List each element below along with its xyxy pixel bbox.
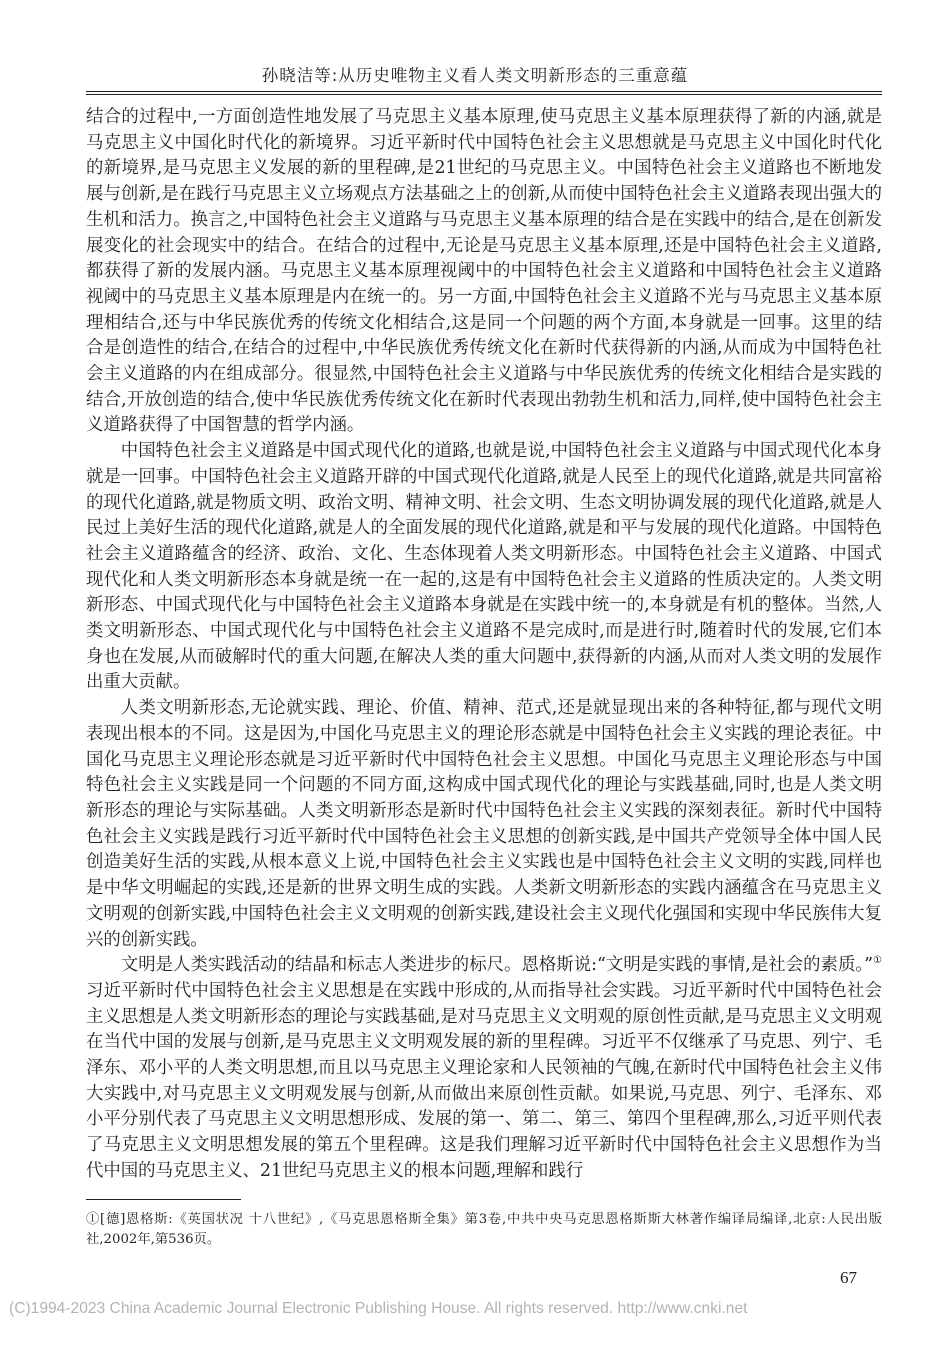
copyright-notice: (C)1994-2023 China Academic Journal Electronic Publishing House. All rights reserved. http://www.cnki.net [9, 1300, 748, 1317]
header-rule-top [86, 91, 882, 92]
running-title: 孙晓洁等:从历史唯物主义看人类文明新形态的三重意蕴 [261, 66, 689, 85]
paragraph-2: 中国特色社会主义道路是中国式现代化的道路,也就是说,中国特色社会主义道路与中国式现代化本身就是一回事。中国特色社会主义道路开辟的中国式现代化道路,就是人民至上的现代化道路,就是共同富裕的现代化道路,就是物质文明、政治文明、精神文明、社会文明、生态文明协调发展的现代化道路,就是人民过上美好生活的现代化道路,就是人的全面发展的现代化道路,就是和平与发展的现代化道路。中国特色社会主义道路蕴含的经济、政治、文化、生态体现着人类文明新形态。中国特色社会主义道路、中国式现代化和人类文明新形态本身就是统一在一起的,这是有中国特色社会主义道路的性质决定的。人类文明新形态、中国式现代化与中国特色社会主义道路本身就是在实践中统一的,本身就是有机的整体。当然,人类文明新形态、中国式现代化与中国特色社会主义道路不是完成时,而是进行时,随着时代的发展,它们本身也在发展,从而破解时代的重大问题,在解决人类的重大问题中,获得新的内涵,从而对人类文明的发展作出重大贡献。 [86, 441, 882, 693]
footnote-1: ①[德]恩格斯:《英国状况 十八世纪》,《马克思恩格斯全集》第3卷,中共中央马克思恩格斯斯大林著作编译局编译,北京:人民出版社,2002年,第536页。 [86, 1212, 882, 1247]
header-rule-bottom [86, 94, 882, 95]
paragraph-4 [86, 953, 882, 1184]
paragraph-3: 人类文明新形态,无论就实践、理论、价值、精神、范式,还是就显现出来的各种特征,都与现代文明表现出根本的不同。这是因为,中国化马克思主义的理论形态就是中国特色社会主义实践的理论表征。中国化马克思主义理论形态就是习近平新时代中国特色社会主义思想。中国化马克思主义理论形态与中国特色社会主义实践是同一个问题的不同方面,这构成中国式现代化的理论与实践基础,同时,也是人类文明新形态的理论与实际基础。人类文明新形态是新时代中国特色社会主义实践的深刻表征。新时代中国特色社会主义实践是践行习近平新时代中国特色社会主义思想的创新实践,是中国共产党领导全体中国人民创造美好生活的实践,从根本意义上说,中国特色社会主义实践也是中国特色社会主义文明的实践,同样也是中华文明崛起的实践,还是新的世界文明生成的实践。人类新文明新形态的实践内涵蕴含在马克思主义文明观的创新实践,中国特色社会主义文明观的创新实践,建设社会主义现代化强国和实现中华民族伟大复兴的创新实践。 [86, 698, 882, 950]
paragraph-4-rest: 习近平新时代中国特色社会主义思想是在实践中形成的,从而指导社会实践。习近平新时代中国特色社会主义思想是人类文明新形态的理论与实践基础,是对马克思主义文明观的原创性贡献,是马克思主义文明观在当代中国的发展与创新,是马克思主义文明观发展的新的里程碑。习近平不仅继承了马克思、列宁、毛泽东、邓小平的人类文明思想,而且以马克思主义理论家和人民领袖的气魄,在新时代中国特色社会主义伟大实践中,对马克思主义文明观发展与创新,从而做出来原创性贡献。如果说,马克思、列宁、毛泽东、邓小平分别代表了马克思主义文明思想形成、发展的第一、第二、第三、第四个里程碑,那么,习近平则代表了马克思主义文明思想发展的第五个里程碑。这是我们理解习近平新时代中国特色社会主义思想作为当代中国的马克思主义、21世纪马克思主义的根本问题,理解和践行 [86, 980, 882, 1181]
page-number: 67 [840, 1268, 857, 1287]
paragraph-1: 结合的过程中,一方面创造性地发展了马克思主义基本原理,使马克思主义基本原理获得了新的内涵,就是马克思主义中国化时代化的新境界。习近平新时代中国特色社会主义思想就是马克思主义中国化时代化的新境界,是马克思主义发展的新的里程碑,是21世纪的马克思主义。中国特色社会主义道路也不断地发展与创新,是在践行马克思主义立场观点方法基础之上的创新,从而使中国特色社会主义道路表现出强大的生机和活力。换言之,中国特色社会主义道路与马克思主义基本原理的结合是在实践中的结合,是在创新发展变化的社会现实中的结合。在结合的过程中,无论是马克思主义基本原理,还是中国特色社会主义道路,都获得了新的发展内涵。马克思主义基本原理视阈中的中国特色社会主义道路和中国特色社会主义道路视阈中的马克思主义基本原理是内在统一的。另一方面,中国特色社会主义道路不光与马克思主义基本原理相结合,还与中华民族优秀的传统文化相结合,这是同一个问题的两个方面,本身就是一回事。这里的结合是创造性的结合,在结合的过程中,中华民族优秀传统文化在新时代获得新的内涵,从而成为中国特色社会主义道路的内在组成部分。很显然,中国特色社会主义道路与中华民族优秀的传统文化相结合是实践的结合,开放创造的结合,使中华民族优秀传统文化在新时代表现出勃勃生机和活力,同样,使中国特色社会主义道路获得了中国智慧的哲学内涵。 [86, 107, 882, 436]
article-body [86, 105, 882, 1185]
paragraph-4-quote: 文明是人类实践活动的结晶和标志人类进步的标尺。恩格斯说:“文明是实践的事情,是社会的素质。” [120, 955, 873, 976]
footnote-separator [86, 1199, 241, 1200]
footnote-reference[interactable]: ① [873, 955, 882, 967]
